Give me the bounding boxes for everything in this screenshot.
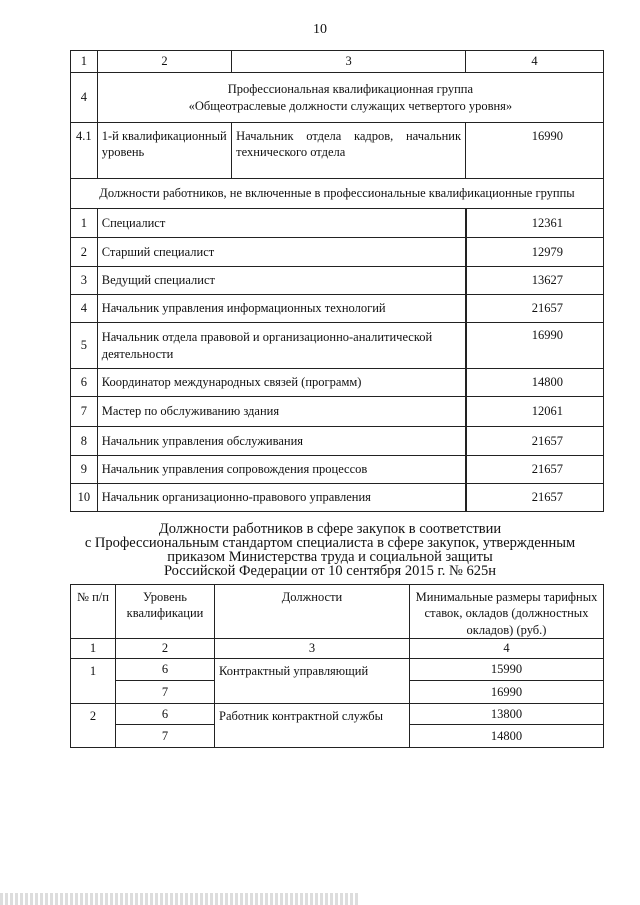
row-number: 5 — [71, 323, 98, 369]
row-title: Ведущий специалист — [97, 267, 465, 295]
group-number: 1 — [71, 658, 116, 703]
row-number: 10 — [71, 484, 98, 512]
row-title: Старший специалист — [97, 238, 465, 267]
row-title: Начальник организационно-правового управления — [97, 484, 465, 512]
index-cell: 2 — [116, 638, 215, 658]
table-row — [71, 484, 604, 512]
heading-line: Российской Федерации от 10 сентября 2015 г. № 625н — [163, 563, 497, 579]
section-title-row — [71, 179, 604, 209]
header-cell: 3 — [232, 51, 466, 73]
row-number: 3 — [71, 267, 98, 295]
row-salary: 12361 — [466, 209, 604, 238]
salary-table-main — [70, 50, 604, 512]
index-row — [71, 638, 604, 658]
position-cell: Работник контрактной службы — [215, 703, 410, 747]
salary-cell: 15990 — [410, 658, 604, 680]
scan-artifact — [0, 893, 360, 905]
row-title: Начальник управления сопровождения процессов — [97, 456, 465, 484]
table-row — [71, 703, 604, 724]
row-title: Специалист — [97, 209, 465, 238]
salary-cell: 14800 — [410, 724, 604, 747]
level-cell: 6 — [116, 658, 215, 680]
table-row — [71, 267, 604, 295]
row-salary: 21657 — [466, 456, 604, 484]
salary-cell: 13800 — [410, 703, 604, 724]
level-cell: 7 — [116, 724, 215, 747]
table-row — [71, 238, 604, 267]
salary-cell: 16990 — [410, 680, 604, 703]
index-cell: 4 — [410, 638, 604, 658]
row-number: 2 — [71, 238, 98, 267]
heading-line: с Профессиональным стандартом специалиста в сфере закупок, утвержденным — [84, 535, 576, 551]
row-number: 6 — [71, 369, 98, 397]
row-title: Начальник управления информационных технологий — [97, 295, 465, 323]
level-row — [71, 123, 604, 179]
level-number: 4.1 — [71, 123, 98, 179]
table-header-row — [71, 585, 604, 639]
level-salary: 16990 — [466, 123, 604, 179]
table-row — [71, 658, 604, 680]
table-row — [71, 456, 604, 484]
header-level: Уровень квалификации — [116, 585, 215, 639]
row-salary: 21657 — [466, 427, 604, 456]
section-title: Должности работников, не включенные в профессиональные квалификационные группы — [71, 179, 604, 209]
row-number: 9 — [71, 456, 98, 484]
page-number: 10 — [313, 22, 327, 37]
row-salary: 14800 — [466, 369, 604, 397]
index-cell: 3 — [215, 638, 410, 658]
table-row — [71, 323, 604, 369]
group-title-line2: «Общеотраслевые должности служащих четвертого уровня» — [188, 98, 513, 113]
row-number: 8 — [71, 427, 98, 456]
heading-line: Должности работников в сфере закупок в соответствии — [158, 521, 502, 537]
table-row — [71, 397, 604, 427]
row-salary: 21657 — [466, 295, 604, 323]
level-name: 1-й квалификационный уровень — [97, 123, 231, 179]
group-number: 4 — [71, 73, 98, 123]
row-salary: 13627 — [466, 267, 604, 295]
row-salary: 16990 — [466, 323, 604, 369]
group-title — [97, 73, 603, 123]
row-salary: 21657 — [466, 484, 604, 512]
row-number: 1 — [71, 209, 98, 238]
group-number: 2 — [71, 703, 116, 747]
group-title-line1: Профессиональная квалификационная группа — [227, 82, 474, 97]
heading-line: приказом Министерства труда и социальной защиты — [167, 549, 493, 565]
index-cell: 1 — [71, 638, 116, 658]
header-position: Должности — [215, 585, 410, 639]
row-salary: 12979 — [466, 238, 604, 267]
position-cell: Контрактный управляющий — [215, 658, 410, 703]
header-cell: 1 — [71, 51, 98, 73]
table-header-row — [71, 51, 604, 73]
level-cell: 6 — [116, 703, 215, 724]
level-positions: Начальник отдела кадров, начальник технического отдела — [232, 123, 466, 179]
table-row — [71, 209, 604, 238]
level-cell: 7 — [116, 680, 215, 703]
row-title: Координатор международных связей (программ) — [97, 369, 465, 397]
row-number: 7 — [71, 397, 98, 427]
group-row — [71, 73, 604, 123]
row-title: Мастер по обслуживанию здания — [97, 397, 465, 427]
header-cell: 4 — [466, 51, 604, 73]
table-row — [71, 427, 604, 456]
row-salary: 12061 — [466, 397, 604, 427]
row-number: 4 — [71, 295, 98, 323]
header-cell: 2 — [97, 51, 231, 73]
procurement-heading — [60, 522, 600, 578]
table-row — [71, 295, 604, 323]
header-salary: Минимальные размеры тарифных ставок, окладов (должностных окладов) (руб.) — [410, 585, 604, 639]
row-title: Начальник отдела правовой и организационно-аналитической деятельности — [97, 323, 465, 369]
row-title: Начальник управления обслуживания — [97, 427, 465, 456]
table-row — [71, 369, 604, 397]
header-number: № п/п — [71, 585, 116, 639]
procurement-salary-table — [70, 584, 604, 748]
